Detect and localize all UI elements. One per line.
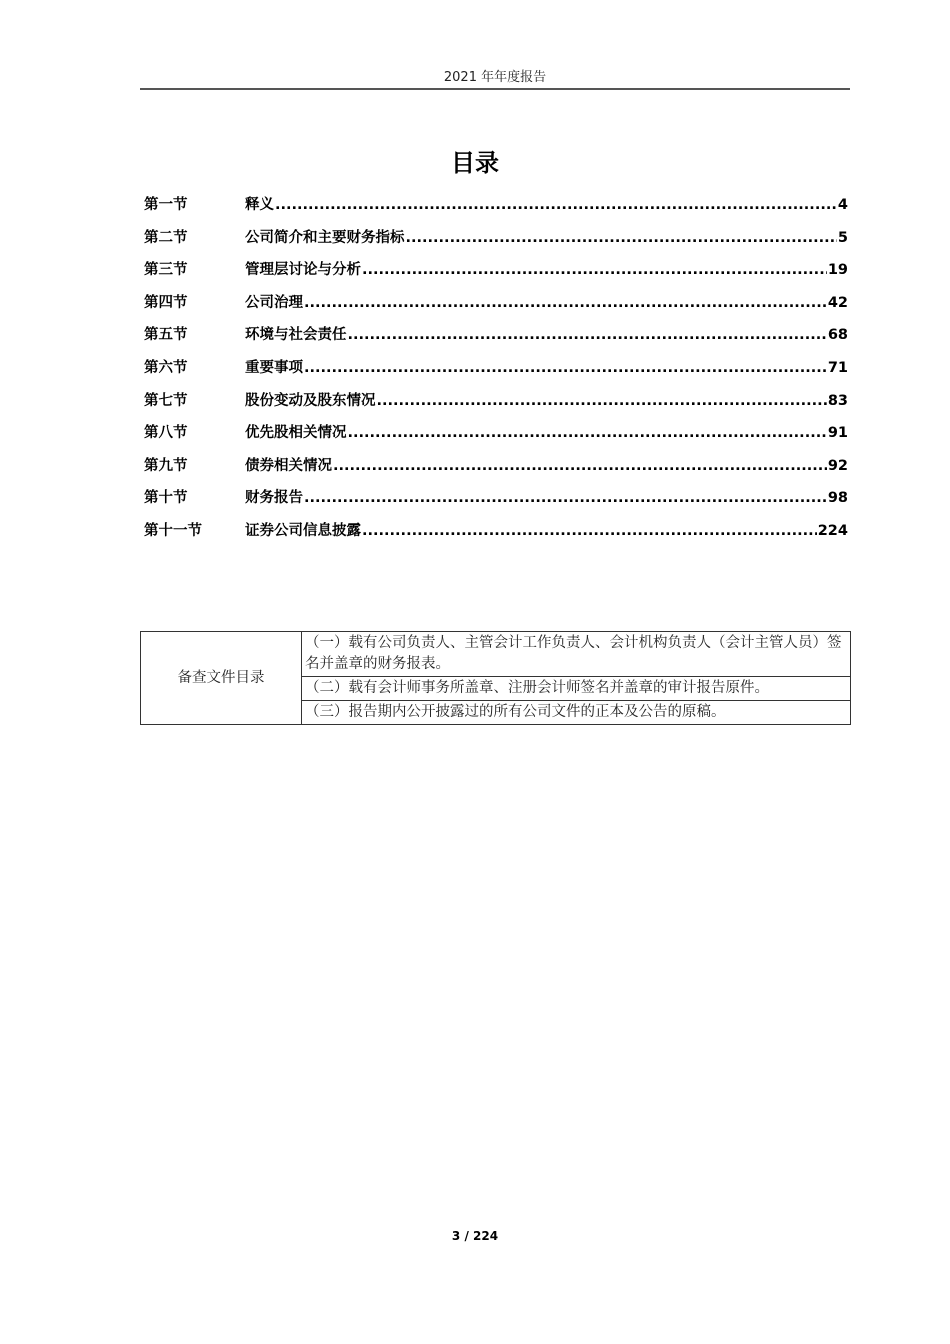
- toc-page-number: 68: [827, 327, 848, 344]
- toc-section-number: 第八节: [144, 425, 188, 442]
- toc-page-number: 224: [817, 522, 848, 539]
- running-header: 2021 年年度报告: [443, 70, 547, 85]
- toc-section-number: 第十一节: [144, 522, 202, 539]
- toc-entry[interactable]: [144, 421, 848, 454]
- toc-section-title: 公司治理: [245, 294, 303, 311]
- toc-section-number: 第二节: [144, 229, 188, 246]
- toc-page-number: 71: [827, 359, 848, 376]
- toc-entry[interactable]: [144, 193, 848, 226]
- toc-entry[interactable]: [144, 226, 848, 259]
- toc-section-title: 证券公司信息披露: [245, 522, 361, 539]
- toc-page-number: 92: [827, 457, 848, 474]
- reference-doc-item: （一）载有公司负责人、主管会计工作负责人、会计机构负责人（会计主管人员）签名并盖章的财务报表。: [302, 632, 851, 677]
- toc-page-number: 19: [827, 262, 848, 279]
- toc-leader-dots: [362, 262, 827, 278]
- toc-leader-dots: [362, 523, 817, 539]
- toc-entry[interactable]: [144, 258, 848, 291]
- toc-page-number: 83: [827, 392, 848, 409]
- toc-leader-dots: [304, 295, 827, 311]
- toc-leader-dots: [348, 327, 827, 343]
- toc-page-number: 91: [827, 425, 848, 442]
- toc-section-number: 第六节: [144, 359, 188, 376]
- header-divider: [140, 88, 850, 90]
- page-number: 3 / 224: [451, 1229, 499, 1243]
- toc-section-number: 第五节: [144, 327, 188, 344]
- toc-section-title: 管理层讨论与分析: [245, 262, 361, 279]
- toc-section-title: 环境与社会责任: [245, 327, 347, 344]
- toc-page-number: 5: [837, 229, 848, 246]
- toc-section-title: 优先股相关情况: [245, 425, 347, 442]
- toc-entry[interactable]: [144, 519, 848, 552]
- toc-section-number: 第四节: [144, 294, 188, 311]
- toc-leader-dots: [377, 393, 827, 409]
- toc-entry[interactable]: [144, 323, 848, 356]
- toc-leader-dots: [333, 458, 827, 474]
- table-of-contents: [144, 193, 848, 552]
- toc-leader-dots: [348, 425, 827, 441]
- toc-leader-dots: [304, 490, 827, 506]
- toc-section-title: 重要事项: [245, 359, 303, 376]
- toc-leader-dots: [406, 230, 837, 246]
- toc-entry[interactable]: [144, 454, 848, 487]
- toc-entry[interactable]: [144, 486, 848, 519]
- toc-section-title: 债券相关情况: [245, 457, 332, 474]
- toc-section-number: 第十节: [144, 490, 188, 507]
- toc-section-number: 第七节: [144, 392, 188, 409]
- page-title: 目录: [451, 149, 499, 177]
- toc-leader-dots: [275, 197, 837, 213]
- toc-leader-dots: [304, 360, 827, 376]
- toc-section-title: 释义: [245, 197, 274, 213]
- reference-doc-item: （二）载有会计师事务所盖章、注册会计师签名并盖章的审计报告原件。: [302, 677, 851, 701]
- reference-documents-table: [140, 631, 851, 725]
- toc-section-title: 股份变动及股东情况: [245, 392, 376, 409]
- toc-section-title: 公司简介和主要财务指标: [245, 229, 405, 246]
- toc-section-number: 第一节: [144, 197, 188, 213]
- reference-doc-item: （三）报告期内公开披露过的所有公司文件的正本及公告的原稿。: [302, 701, 851, 725]
- toc-entry[interactable]: [144, 389, 848, 422]
- toc-entry[interactable]: [144, 356, 848, 389]
- toc-section-number: 第三节: [144, 262, 188, 279]
- toc-section-title: 财务报告: [245, 490, 303, 507]
- toc-entry[interactable]: [144, 291, 848, 324]
- toc-page-number: 4: [837, 197, 848, 213]
- toc-section-number: 第九节: [144, 457, 188, 474]
- toc-page-number: 98: [827, 490, 848, 507]
- toc-page-number: 42: [827, 294, 848, 311]
- reference-docs-label: 备查文件目录: [141, 632, 302, 725]
